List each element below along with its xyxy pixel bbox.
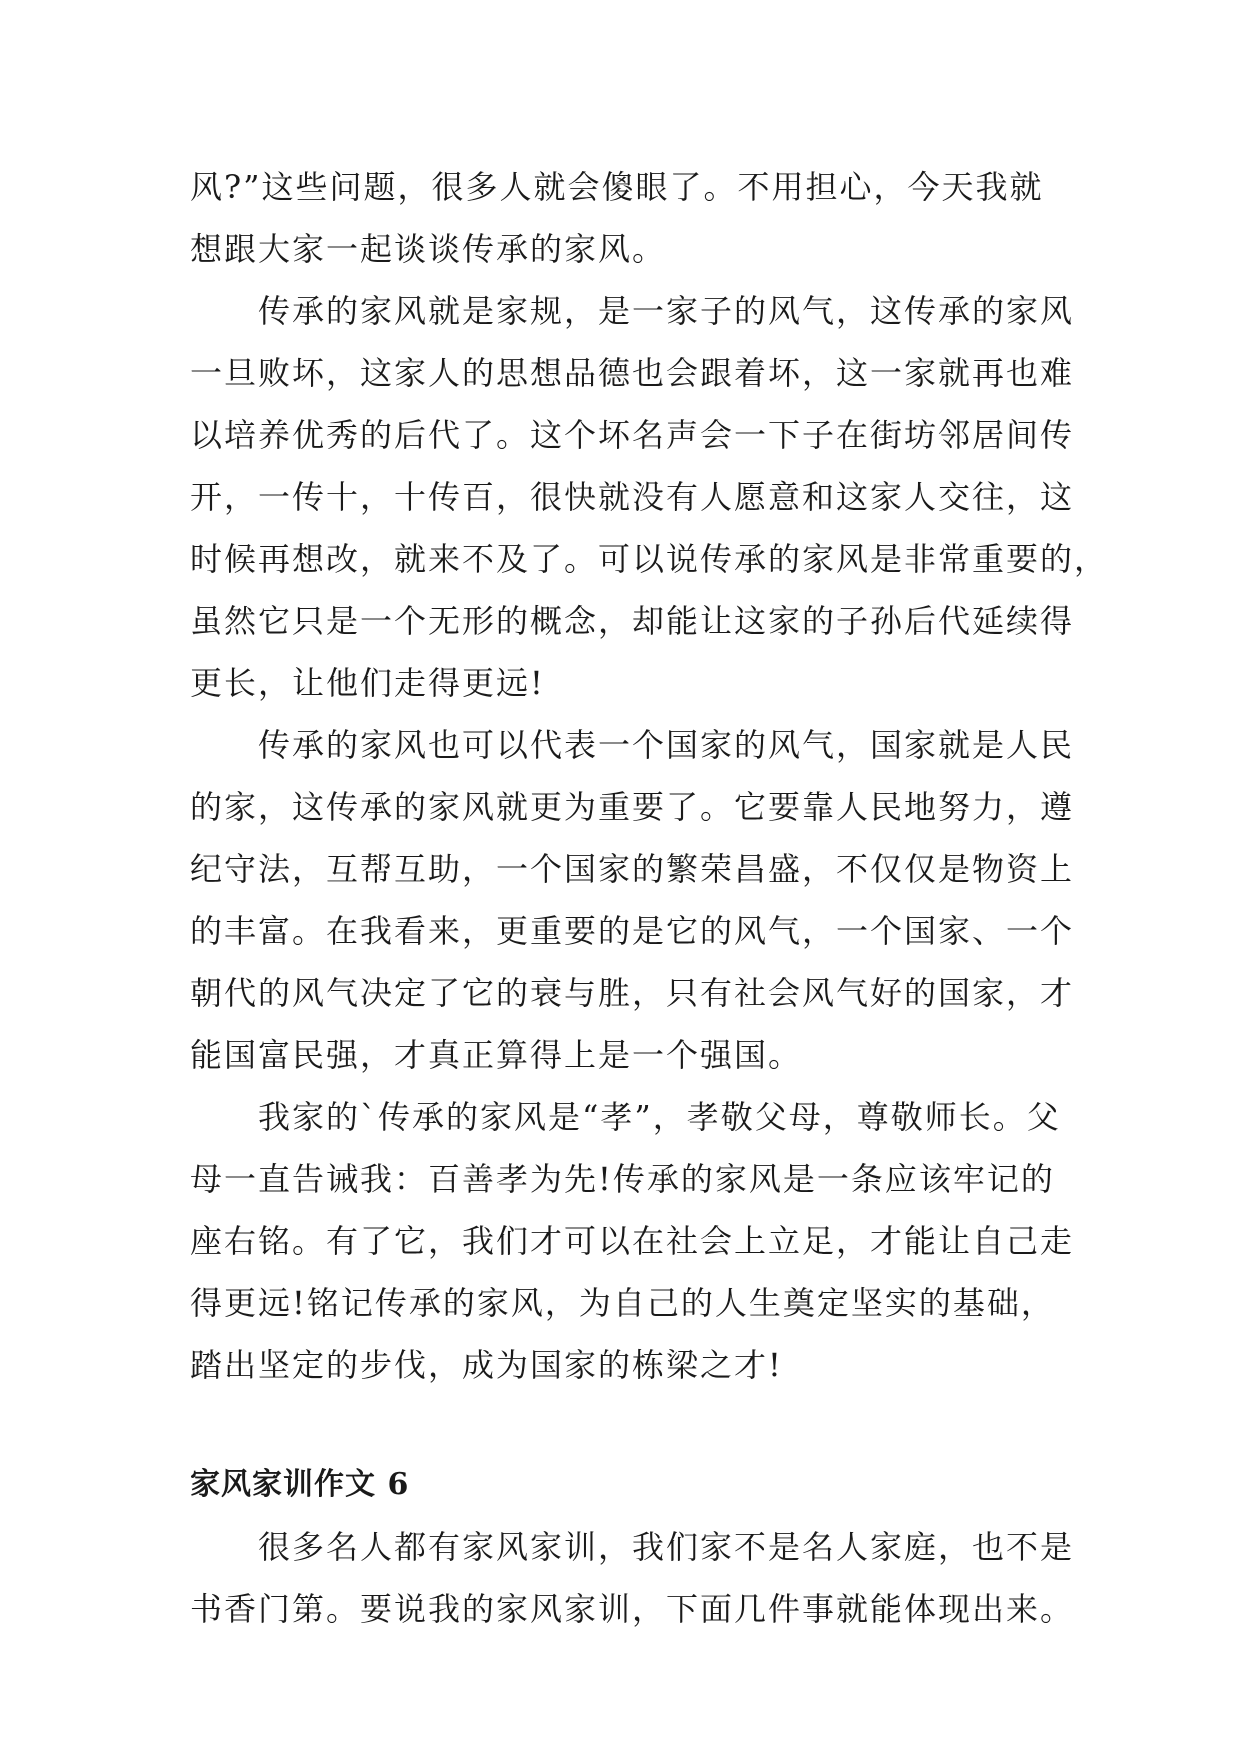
text-line: 风?”这些问题，很多人就会傻眼了。不用担心，今天我就: [190, 168, 1044, 206]
text-line: 的家，这传承的家风就更为重要了。它要靠人民地努力，遵: [190, 788, 1075, 826]
text-line: 的丰富。在我看来，更重要的是它的风气，一个国家、一个: [190, 912, 1075, 950]
text-line: 踏出坚定的步伐，成为国家的栋梁之才!: [190, 1346, 783, 1384]
paragraph-3: [190, 714, 1075, 1086]
text-line: 传承的家风也可以代表一个国家的风气，国家就是人民: [258, 726, 1075, 764]
text-line: 能国富民强，才真正算得上是一个强国。: [190, 1036, 803, 1074]
paragraph-4: [190, 1086, 1075, 1396]
text-line: 传承的家风就是家规，是一家子的风气，这传承的家风: [258, 292, 1075, 330]
text-line: 母一直告诫我：百善孝为先!传承的家风是一条应该牢记的: [190, 1160, 1055, 1198]
text-line: 得更远!铭记传承的家风，为自己的人生奠定坚实的基础，: [190, 1284, 1055, 1322]
text-line: 时候再想改，就来不及了。可以说传承的家风是非常重要的，: [190, 540, 1109, 578]
text-line: 虽然它只是一个无形的概念，却能让这家的子孙后代延续得: [190, 602, 1075, 640]
text-line: 开，一传十，十传百，很快就没有人愿意和这家人交往，这: [190, 478, 1075, 516]
text-line: 很多名人都有家风家训，我们家不是名人家庭，也不是: [258, 1528, 1075, 1566]
text-line: 书香门第。要说我的家风家训，下面几件事就能体现出来。: [190, 1590, 1075, 1628]
text-line: 我家的`传承的家风是“孝”，孝敬父母，尊敬师长。父: [258, 1098, 1061, 1136]
text-line: 朝代的风气决定了它的衰与胜，只有社会风气好的国家，才: [190, 974, 1075, 1012]
section-heading: 家风家训作文 6: [190, 1467, 410, 1502]
document-body: [190, 156, 1109, 1640]
paragraph-1: [190, 156, 1070, 280]
text-line: 更长，让他们走得更远!: [190, 664, 545, 702]
text-line: 以培养优秀的后代了。这个坏名声会一下子在街坊邻居间传: [190, 416, 1075, 454]
paragraph-2: [190, 280, 1109, 714]
text-line: 纪守法，互帮互助，一个国家的繁荣昌盛，不仅仅是物资上: [190, 850, 1075, 888]
text-line: 座右铭。有了它，我们才可以在社会上立足，才能让自己走: [190, 1222, 1075, 1260]
text-line: 想跟大家一起谈谈传承的家风。: [190, 230, 667, 268]
text-line: 一旦败坏，这家人的思想品德也会跟着坏，这一家就再也难: [190, 354, 1075, 392]
paragraph-5: [190, 1516, 1075, 1640]
